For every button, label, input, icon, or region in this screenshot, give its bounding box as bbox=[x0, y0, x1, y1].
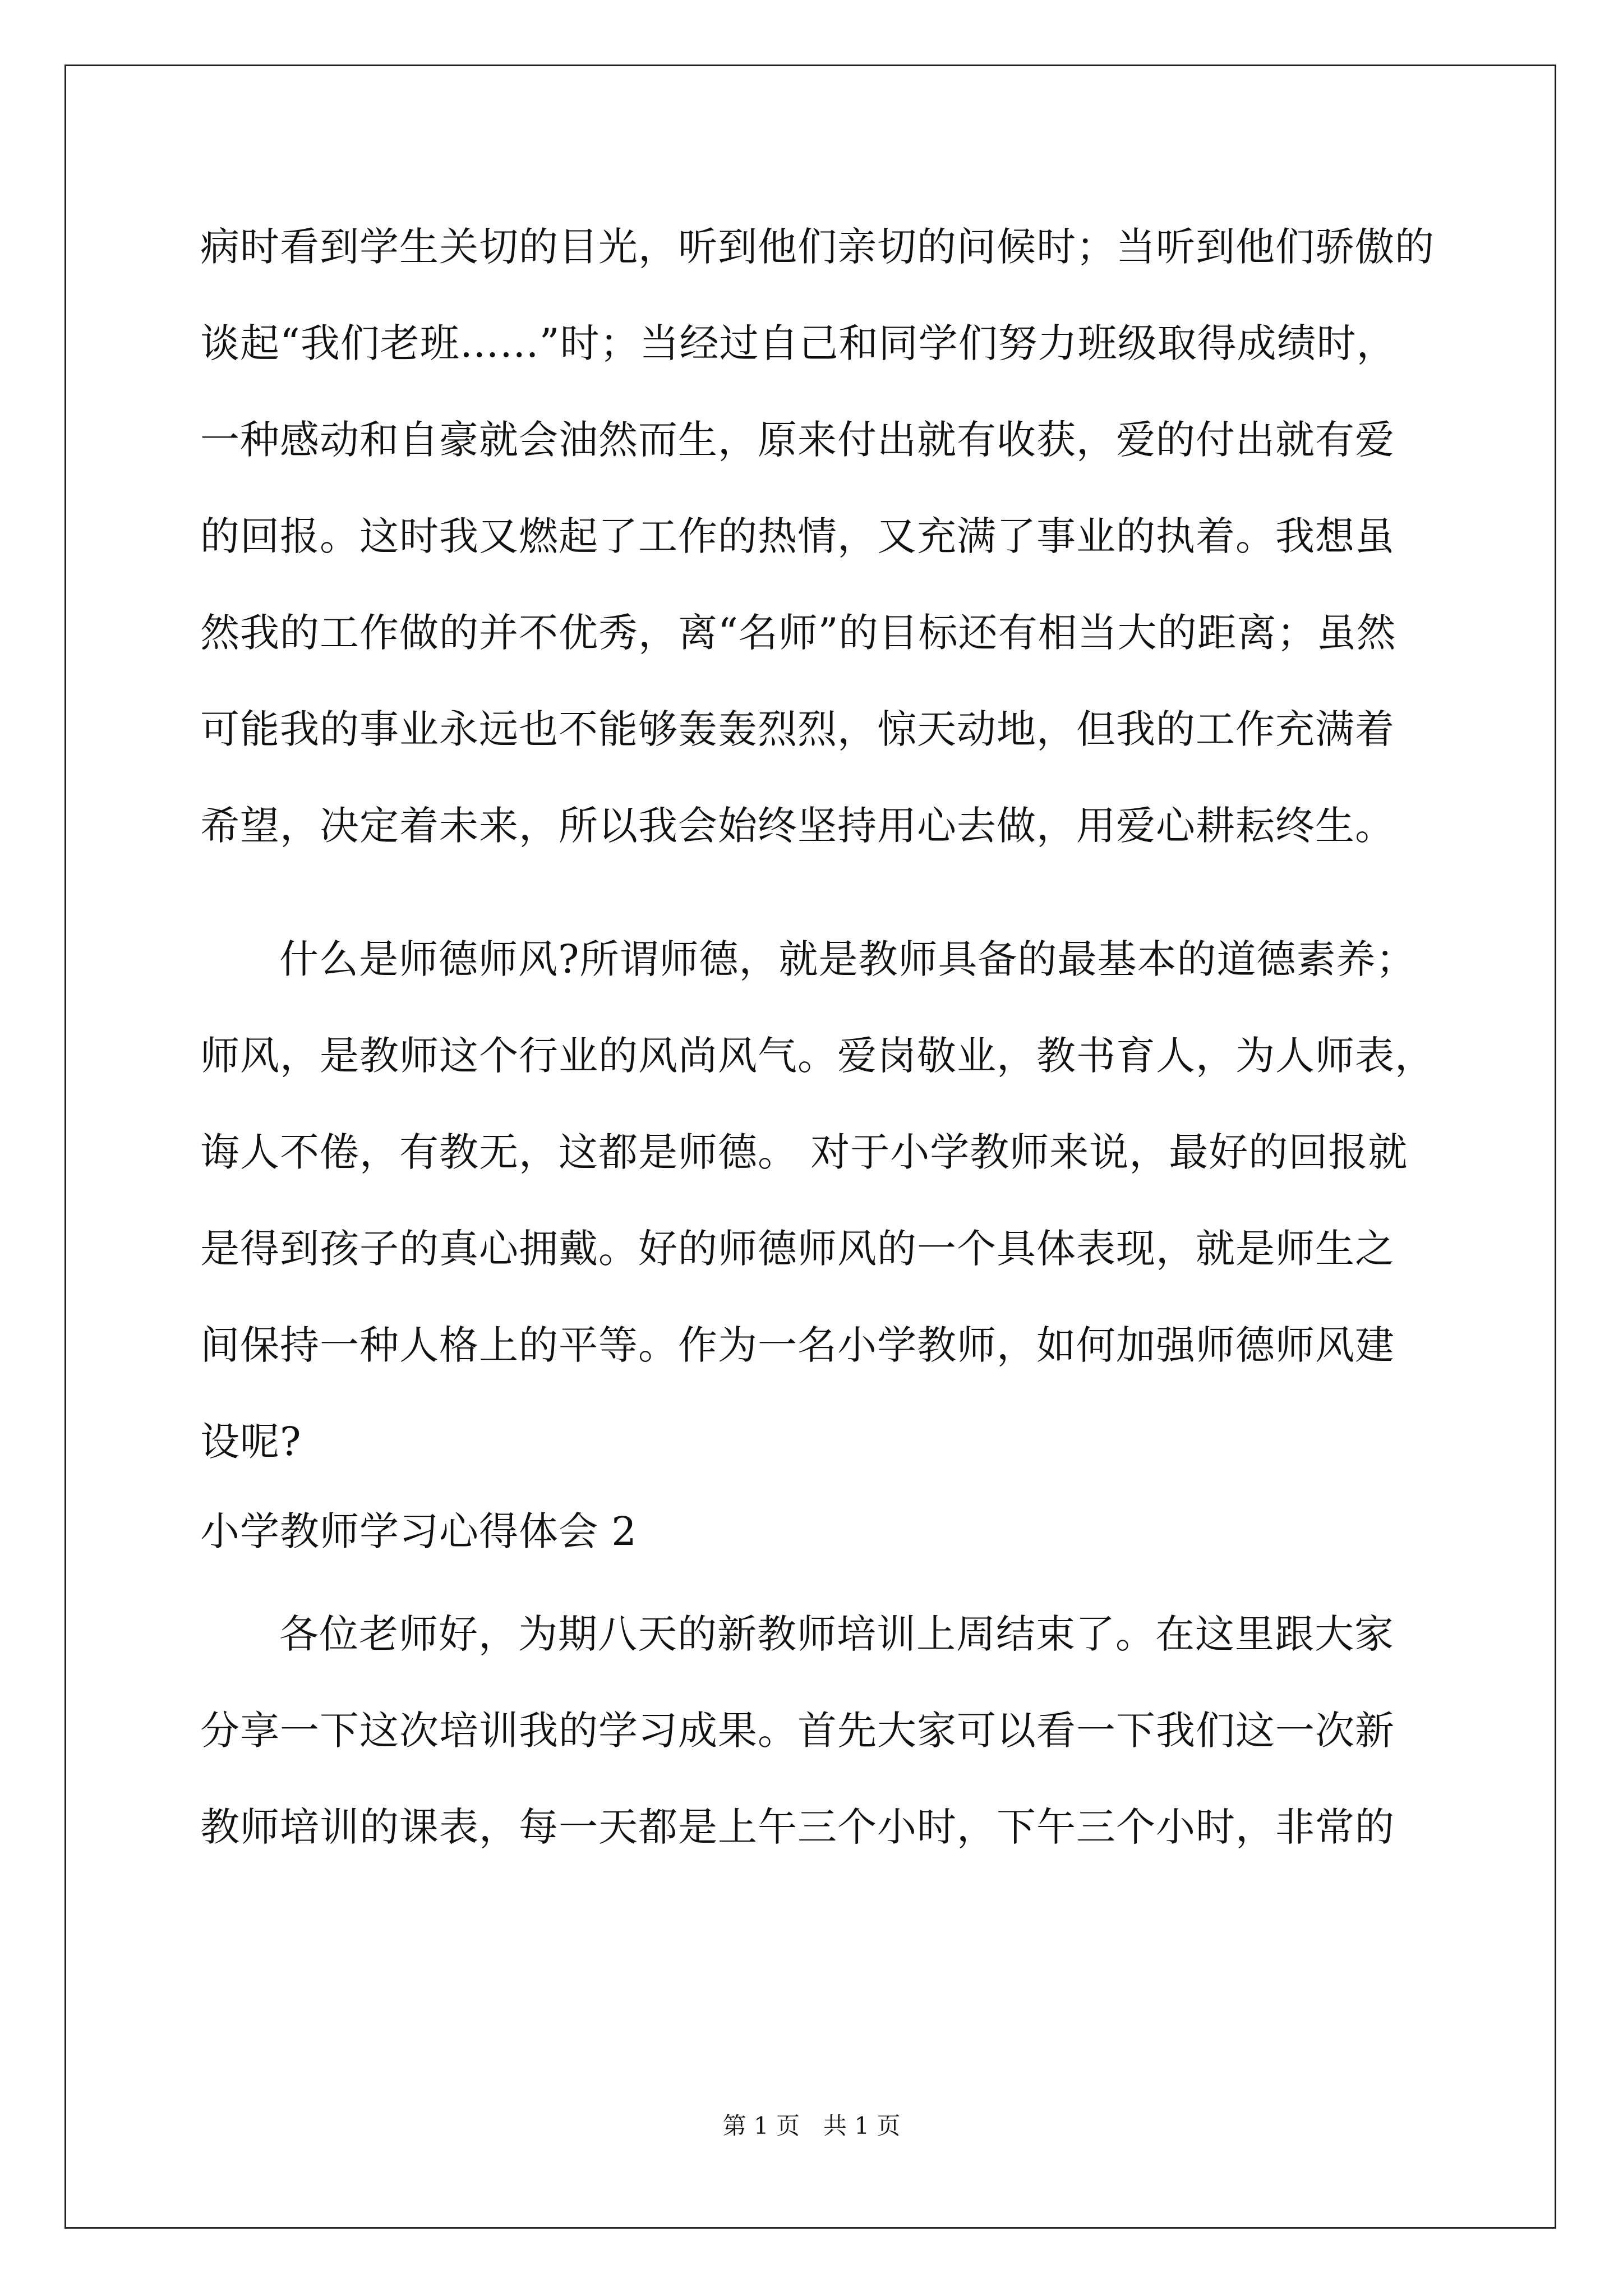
text-line-6: 可能我的事业永远也不能够轰轰烈烈，惊天动地，但我的工作充满着 bbox=[200, 706, 1395, 752]
text-line-13: 设呢? bbox=[200, 1419, 302, 1465]
text-line-8: 什么是师德师风?所谓师德，就是教师具备的最基本的道德素养； bbox=[279, 936, 1416, 982]
text-line-4: 的回报。这时我又燃起了工作的热情，又充满了事业的执着。我想虽 bbox=[200, 513, 1395, 559]
text-line-3: 一种感动和自豪就会油然而生，原来付出就有收获，爱的付出就有爱 bbox=[200, 417, 1395, 463]
text-line-7: 希望，决定着未来，所以我会始终坚持用心去做，用爱心耕耘终生。 bbox=[200, 803, 1395, 849]
text-line-17: 教师培训的课表，每一天都是上午三个小时，下午三个小时，非常的 bbox=[200, 1804, 1395, 1850]
text-line-9: 师风，是教师这个行业的风尚风气。爱岗敬业，教书育人，为人师表， bbox=[200, 1033, 1435, 1079]
text-line-2: 谈起“我们老班……”时；当经过自己和同学们努力班级取得成绩时， bbox=[200, 320, 1396, 366]
text-line-15: 各位老师好，为期八天的新教师培训上周结束了。在这里跟大家 bbox=[279, 1611, 1394, 1657]
text-line-1: 病时看到学生关切的目光，听到他们亲切的问候时；当听到他们骄傲的 bbox=[200, 224, 1435, 270]
text-line-11: 是得到孩子的真心拥戴。好的师德师风的一个具体表现，就是师生之 bbox=[200, 1226, 1395, 1272]
text-line-5: 然我的工作做的并不优秀，离“名师”的目标还有相当大的距离；虽然 bbox=[200, 610, 1396, 656]
text-line-10: 诲人不倦，有教无，这都是师德。 对于小学教师来说，最好的回报就 bbox=[200, 1129, 1408, 1175]
page-number-footer: 第 1 页 共 1 页 bbox=[722, 2112, 901, 2139]
section-heading: 小学教师学习心得体会 2 bbox=[200, 1508, 637, 1554]
text-line-12: 间保持一种人格上的平等。作为一名小学教师，如何加强师德师风建 bbox=[200, 1322, 1395, 1368]
text-line-16: 分享一下这次培训我的学习成果。首先大家可以看一下我们这一次新 bbox=[200, 1708, 1395, 1754]
